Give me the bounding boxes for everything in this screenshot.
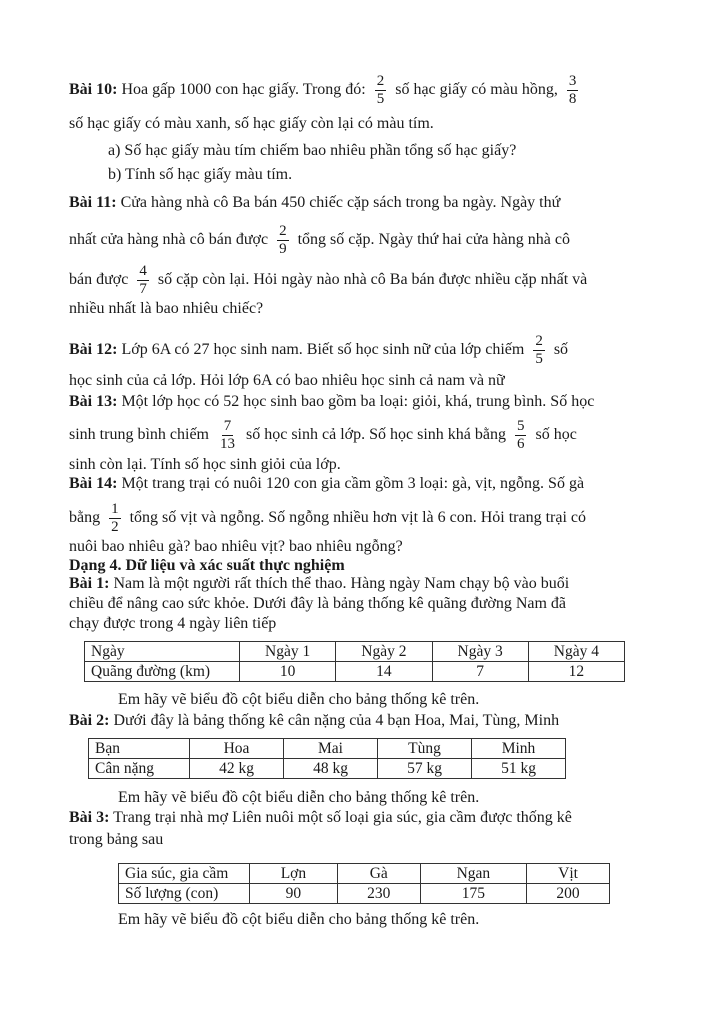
bai13-text-1: Một lớp học có 52 học sinh bao gồm ba loại: giỏi, khá, trung bình. Số học <box>121 393 595 410</box>
bai13-line-2 <box>69 418 685 453</box>
ex3-label: Bài 3: <box>69 809 110 826</box>
bai11-text-2a: nhất cửa hàng nhà cô bán được <box>69 231 269 249</box>
table-row: Quãng đường (km) 10 14 7 12 <box>85 662 625 682</box>
bai10-part-a: a) Số hạc giấy màu tím chiếm bao nhiêu phần tổng số hạc giấy? <box>108 142 517 159</box>
ex3-task: Em hãy vẽ biểu đồ cột biểu diễn cho bảng thống kê trên. <box>118 911 480 928</box>
bai14-text-1: Một trang trại có nuôi 120 con gia cầm gồm 3 loại: gà, vịt, ngỗng. Số gà <box>121 475 585 492</box>
bai11-line-3 <box>69 263 685 298</box>
bai13-text-2b: số học sinh cả lớp. Số học sinh khá bằng <box>245 426 506 444</box>
bai13-line-1 <box>69 392 685 412</box>
bai14-label: Bài 14: <box>69 475 118 492</box>
bai14-text-2b: tổng số vịt và ngỗng. Số ngỗng nhiều hơn vịt là 6 con. Hỏi trang trại có <box>129 509 587 527</box>
bai14-line-3: nuôi bao nhiêu gà? bao nhiêu vịt? bao nhiêu ngỗng? <box>69 538 403 555</box>
fraction-2-5: $\frac{2}{5}$ <box>376 73 385 107</box>
bai13-text-2c: số học <box>535 426 577 444</box>
table-row: Số lượng (con) 90 230 175 200 <box>119 884 610 904</box>
fraction-2-5-b: $\frac{2}{5}$ <box>535 333 543 367</box>
bai12-line-1 <box>69 333 685 368</box>
table-row: Gia súc, gia cầm Lợn Gà Ngan Vịt <box>119 864 610 884</box>
fraction-3-8: $\frac{3}{8}$ <box>568 73 577 107</box>
livestock-table <box>118 863 610 904</box>
ex2-label: Bài 2: <box>69 712 110 729</box>
bai13-label: Bài 13: <box>69 393 118 410</box>
ex1-label: Bài 1: <box>69 575 110 592</box>
bai10-text-1a: Hoa gấp 1000 con hạc giấy. Trong đó: <box>121 81 366 99</box>
bai11-text-2b: tổng số cặp. Ngày thứ hai cửa hàng nhà cô <box>297 231 570 249</box>
section-title: Dạng 4. Dữ liệu và xác suất thực nghiệm <box>69 557 345 574</box>
ex1-line-1 <box>69 574 685 594</box>
fraction-5-6: $\frac{5}{6}$ <box>516 418 525 452</box>
bai11-line-1 <box>69 193 685 213</box>
ex1-line-3: chạy được trong 4 ngày liên tiếp <box>69 615 277 632</box>
bai11-text-3b: số cặp còn lại. Hỏi ngày nào nhà cô Ba bán được nhiều cặp nhất và <box>157 271 588 289</box>
table-row: Bạn Hoa Mai Tùng Minh <box>89 739 566 759</box>
bai12-text-1a: Lớp 6A có 27 học sinh nam. Biết số học sinh nữ của lớp chiếm <box>121 341 525 359</box>
ex1-text-1: Nam là một người rất thích thể thao. Hàng ngày Nam chạy bộ vào buổi <box>113 575 570 592</box>
fraction-4-7: $\frac{4}{7}$ <box>139 263 147 297</box>
bai14-line-1 <box>69 474 685 494</box>
fraction-1-2: $\frac{1}{2}$ <box>111 501 119 535</box>
bai11-line-2 <box>69 223 685 258</box>
bai11-line-4: nhiều nhất là bao nhiêu chiếc? <box>69 300 264 317</box>
bai11-text-3a: bán được <box>69 271 129 289</box>
ex2-text-1: Dưới đây là bảng thống kê cân nặng của 4 bạn Hoa, Mai, Tùng, Minh <box>113 712 560 729</box>
bai10-line-2: số hạc giấy có màu xanh, số hạc giấy còn lại có màu tím. <box>69 115 434 132</box>
ex2-line-1 <box>69 711 685 731</box>
bai10-line-1 <box>69 73 685 108</box>
bai13-line-3: sinh còn lại. Tính số học sinh giỏi của lớp. <box>69 456 341 473</box>
ex2-task: Em hãy vẽ biểu đồ cột biểu diễn cho bảng thống kê trên. <box>118 789 480 806</box>
weight-table <box>88 738 566 779</box>
fraction-2-9: $\frac{2}{9}$ <box>279 223 287 257</box>
bai10-part-b: b) Tính số hạc giấy màu tím. <box>108 166 293 183</box>
bai14-line-2 <box>69 501 685 536</box>
table-row: Cân nặng 42 kg 48 kg 57 kg 51 kg <box>89 759 566 779</box>
ex3-text-1: Trang trại nhà mợ Liên nuôi một số loại gia súc, gia cầm được thống kê <box>113 809 572 826</box>
distance-table <box>84 641 625 682</box>
bai12-label: Bài 12: <box>69 341 118 359</box>
ex1-task: Em hãy vẽ biểu đồ cột biểu diễn cho bảng thống kê trên. <box>118 691 480 708</box>
bai10-label: Bài 10: <box>69 81 118 99</box>
ex1-line-2: chiều để nâng cao sức khỏe. Dưới đây là bảng thống kê quãng đường Nam đã <box>69 595 567 612</box>
fraction-7-13: $\frac{7}{13}$ <box>219 418 235 452</box>
ex3-line-1 <box>69 808 685 828</box>
ex3-line-2: trong bảng sau <box>69 831 164 848</box>
bai12-line-2: học sinh của cả lớp. Hỏi lớp 6A có bao nhiêu học sinh cả nam và nữ <box>69 372 505 389</box>
table-row: Ngày Ngày 1 Ngày 2 Ngày 3 Ngày 4 <box>85 642 625 662</box>
bai14-text-2a: bằng <box>69 509 101 527</box>
bai12-text-1b: số <box>553 341 569 359</box>
bai11-text-1: Cửa hàng nhà cô Ba bán 450 chiếc cặp sách trong ba ngày. Ngày thứ <box>120 194 561 211</box>
bai13-text-2a: sinh trung bình chiếm <box>69 426 209 444</box>
bai10-text-1b: số hạc giấy có màu hồng, <box>395 81 558 99</box>
bai11-label: Bài 11: <box>69 194 117 211</box>
